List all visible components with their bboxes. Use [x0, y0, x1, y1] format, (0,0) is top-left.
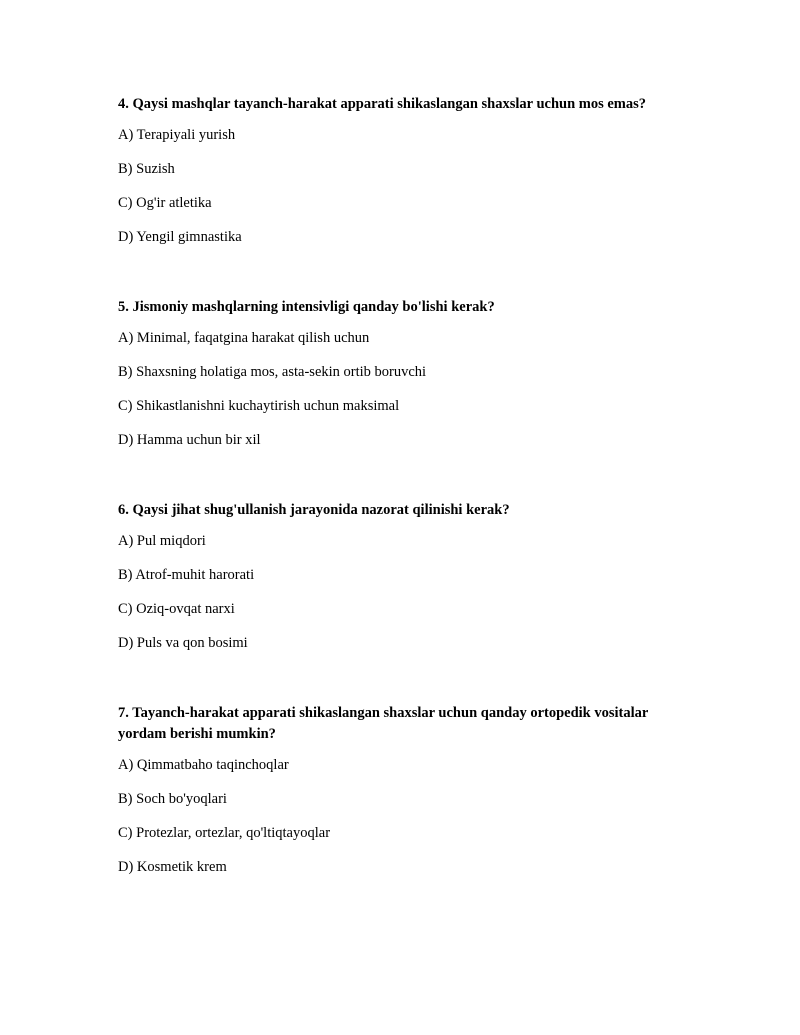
answer-option: C) Shikastlanishni kuchaytirish uchun maksimal	[118, 398, 400, 414]
question-5	[118, 297, 678, 450]
answer-option: C) Oziq-ovqat narxi	[118, 601, 235, 617]
answer-option: D) Yengil gimnastika	[118, 229, 242, 245]
question-7	[118, 703, 678, 877]
question-title: 7. Tayanch-harakat apparati shikaslangan shaxslar uchun qanday ortopedik vositalar yordam berishi mumkin?	[118, 705, 649, 742]
answer-option: A) Minimal, faqatgina harakat qilish uchun	[118, 330, 370, 346]
answer-option: D) Puls va qon bosimi	[118, 635, 248, 651]
document-page	[118, 94, 678, 927]
answer-option: A) Qimmatbaho taqinchoqlar	[118, 757, 289, 773]
question-4	[118, 94, 678, 247]
answer-option: A) Pul miqdori	[118, 533, 206, 549]
answer-option: B) Atrof-muhit harorati	[118, 567, 255, 583]
answer-option: D) Hamma uchun bir xil	[118, 432, 261, 448]
answer-option: B) Suzish	[118, 161, 175, 177]
question-title: 5. Jismoniy mashqlarning intensivligi qanday bo'lishi kerak?	[118, 299, 495, 315]
question-6	[118, 500, 678, 653]
answer-option: A) Terapiyali yurish	[118, 127, 236, 143]
answer-option: B) Shaxsning holatiga mos, asta-sekin ortib boruvchi	[118, 364, 427, 380]
question-title: 4. Qaysi mashqlar tayanch-harakat apparati shikaslangan shaxslar uchun mos emas?	[118, 96, 647, 112]
answer-option: B) Soch bo'yoqlari	[118, 791, 227, 807]
answer-option: D) Kosmetik krem	[118, 859, 227, 875]
answer-option: C) Protezlar, ortezlar, qo'ltiqtayoqlar	[118, 825, 331, 841]
question-title: 6. Qaysi jihat shug'ullanish jarayonida nazorat qilinishi kerak?	[118, 502, 510, 518]
answer-option: C) Og'ir atletika	[118, 195, 212, 211]
